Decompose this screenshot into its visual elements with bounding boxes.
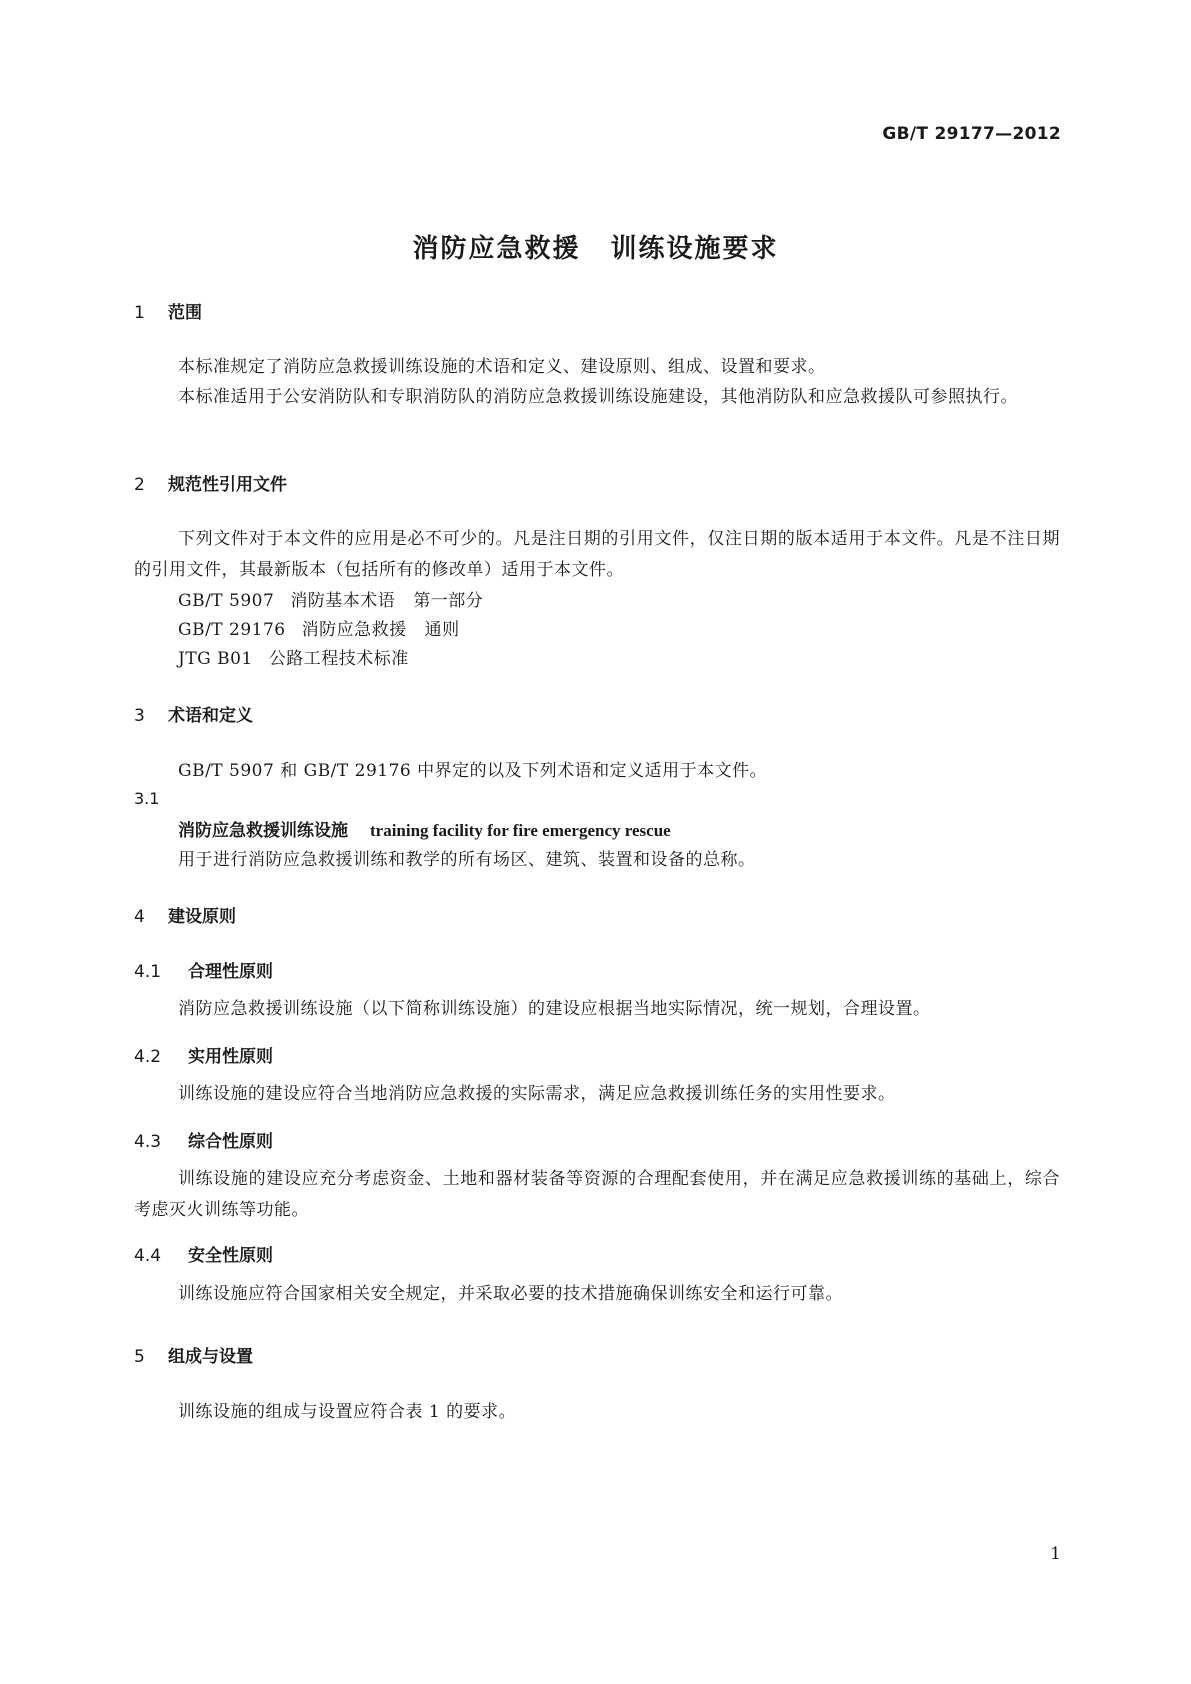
subsection-4-4-text: 训练设施应符合国家相关安全规定，并采取必要的技术措施确保训练安全和运行可靠。 (178, 1284, 843, 1304)
section-5-paragraph-1: 训练设施的组成与设置应符合表 1 的要求。 (178, 1402, 517, 1422)
standard-code: GB/T 29177—2012 (882, 124, 1061, 144)
title-part-2: 训练设施要求 (610, 234, 779, 264)
section-1-paragraph-2: 本标准适用于公安消防队和专职消防队的消防应急救援训练设施建设，其他消防队和应急救援队可参照执行。 (178, 387, 1018, 407)
section-number: 1 (134, 303, 145, 323)
subsection-4-3-heading (134, 1127, 273, 1152)
reference-name: 消防基本术语 (290, 591, 396, 611)
section-2-paragraph-1: 下列文件对于本文件的应用是必不可少的。凡是注日期的引用文件，仅注日期的版本适用于本文件。凡是不注日期的引用文件，其最新版本（包括所有的修改单）适用于本文件。 (134, 529, 1060, 580)
term-chinese: 消防应急救援训练设施 (178, 821, 348, 841)
term-english: training facility for fire emergency rescue (370, 821, 671, 840)
reference-code: JTG B01 (178, 649, 253, 669)
section-3-paragraph-1: GB/T 5907 和 GB/T 29176 中界定的以及下列术语和定义适用于本文件。 (178, 761, 768, 781)
subsection-number: 4.2 (134, 1047, 162, 1067)
normative-reference (178, 644, 409, 669)
page-number: 1 (1050, 1544, 1061, 1564)
section-5-heading (134, 1342, 253, 1367)
subsection-number: 4.4 (134, 1246, 162, 1266)
subsection-number: 4.1 (134, 962, 162, 982)
section-1-paragraph-1: 本标准规定了消防应急救援训练设施的术语和定义、建设原则、组成、设置和要求。 (178, 357, 826, 377)
subsection-title: 综合性原则 (188, 1132, 273, 1152)
term-number: 3.1 (134, 789, 160, 808)
title-part-1: 消防应急救援 (412, 234, 581, 264)
normative-reference (178, 586, 483, 611)
reference-code: GB/T 29176 (178, 620, 286, 640)
subsection-title: 合理性原则 (188, 962, 273, 982)
reference-part: 第一部分 (413, 591, 484, 611)
section-title: 规范性引用文件 (168, 475, 287, 495)
normative-reference (178, 615, 460, 640)
term-entry (178, 816, 671, 841)
subsection-4-1-heading (134, 957, 273, 982)
subsection-title: 实用性原则 (188, 1047, 273, 1067)
section-number: 4 (134, 907, 145, 927)
reference-name: 消防应急救援 (301, 620, 407, 640)
section-1-heading (134, 298, 202, 323)
section-4-heading (134, 902, 236, 927)
section-title: 建设原则 (168, 907, 236, 927)
subsection-4-3-text: 训练设施的建设应充分考虑资金、土地和器材装备等资源的合理配套使用，并在满足应急救援训练的基础上，综合考虑灭火训练等功能。 (134, 1169, 1060, 1220)
subsection-title: 安全性原则 (188, 1246, 273, 1266)
section-number: 5 (134, 1347, 145, 1367)
subsection-4-2-text: 训练设施的建设应符合当地消防应急救援的实际需求，满足应急救援训练任务的实用性要求。 (178, 1084, 896, 1104)
reference-part: 通则 (424, 620, 460, 640)
term-definition: 用于进行消防应急救援训练和教学的所有场区、建筑、装置和设备的总称。 (178, 850, 756, 870)
section-3-heading (134, 701, 253, 726)
section-title: 组成与设置 (168, 1347, 253, 1367)
subsection-4-4-heading (134, 1241, 273, 1266)
subsection-4-2-heading (134, 1042, 273, 1067)
section-number: 3 (134, 706, 145, 726)
subsection-4-1-text: 消防应急救援训练设施（以下简称训练设施）的建设应根据当地实际情况，统一规划，合理设置。 (178, 999, 931, 1019)
reference-code: GB/T 5907 (178, 591, 275, 611)
section-number: 2 (134, 475, 145, 495)
section-title: 术语和定义 (168, 706, 253, 726)
document-title (0, 228, 1191, 265)
subsection-number: 4.3 (134, 1132, 162, 1152)
section-2-heading (134, 470, 287, 495)
section-title: 范围 (168, 303, 202, 323)
reference-name: 公路工程技术标准 (268, 649, 409, 669)
